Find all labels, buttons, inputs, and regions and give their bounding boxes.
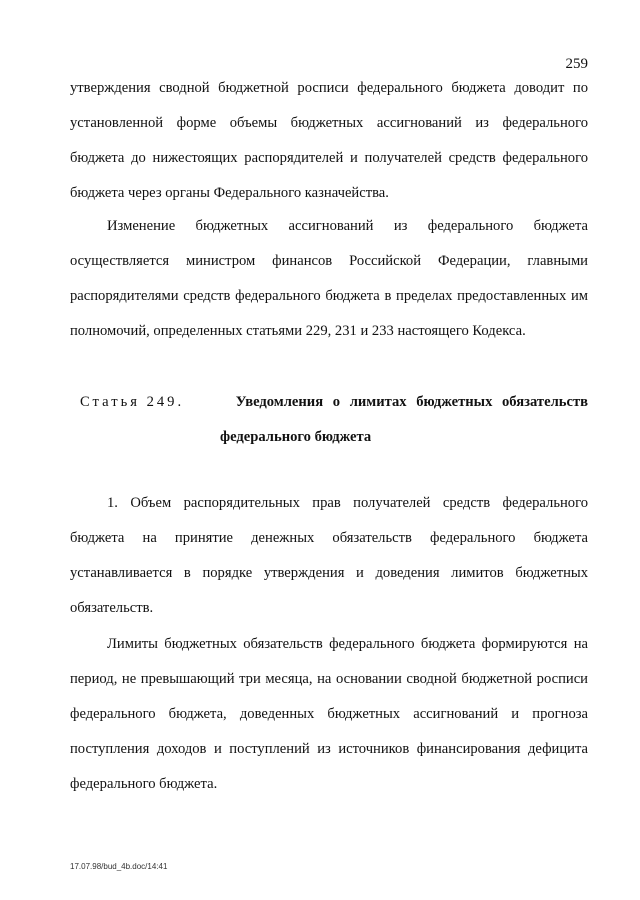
paragraph-line: обязательств. <box>70 600 154 616</box>
article-paragraph-1 <box>70 486 588 626</box>
paragraph-line: Лимиты бюджетных обязательств федерального бюджета формируются на <box>107 636 588 652</box>
paragraph-line: 1. Объем распорядительных прав получателей средств федерального <box>107 495 588 511</box>
article-paragraph-2 <box>70 627 588 802</box>
paragraph-2 <box>70 209 588 349</box>
paragraph-line: установленной форме объемы бюджетных ассигнований из федерального <box>70 115 588 131</box>
paragraph-1 <box>70 71 588 211</box>
paragraph-line: распорядителями средств федерального бюджета в пределах предоставленных им <box>70 288 588 304</box>
footer-file-stamp: 17.07.98/bud_4b.doc/14:41 <box>70 862 168 871</box>
paragraph-line: поступления доходов и поступлений из источников финансирования дефицита <box>70 741 588 757</box>
article-heading-line-1 <box>70 385 588 420</box>
paragraph-line: бюджета до нижестоящих распорядителей и получателей средств федерального <box>70 150 588 166</box>
article-heading <box>70 385 588 455</box>
paragraph-line: федерального бюджета, доведенных бюджетных ассигнований и прогноза <box>70 706 588 722</box>
article-title-continued: федерального бюджета <box>220 429 372 445</box>
paragraph-line: период, не превышающий три месяца, на основании сводной бюджетной росписи <box>70 671 588 687</box>
article-title: Уведомления о лимитах бюджетных обязательств <box>235 394 588 410</box>
paragraph-line: бюджета через органы Федерального казначейства. <box>70 185 389 201</box>
paragraph-line: федерального бюджета. <box>70 776 218 792</box>
paragraph-line: Изменение бюджетных ассигнований из федерального бюджета <box>107 218 588 234</box>
page-number: 259 <box>565 56 588 72</box>
paragraph-line: устанавливается в порядке утверждения и доведения лимитов бюджетных <box>70 565 588 581</box>
paragraph-line: осуществляется министром финансов Российской Федерации, главными <box>70 253 588 269</box>
paragraph-line: бюджета на принятие денежных обязательств федерального бюджета <box>70 530 588 546</box>
paragraph-line: полномочий, определенных статьями 229, 231 и 233 настоящего Кодекса. <box>70 323 526 339</box>
article-label: Статья 249. <box>80 394 185 410</box>
paragraph-line: утверждения сводной бюджетной росписи федерального бюджета доводит по <box>70 80 588 96</box>
